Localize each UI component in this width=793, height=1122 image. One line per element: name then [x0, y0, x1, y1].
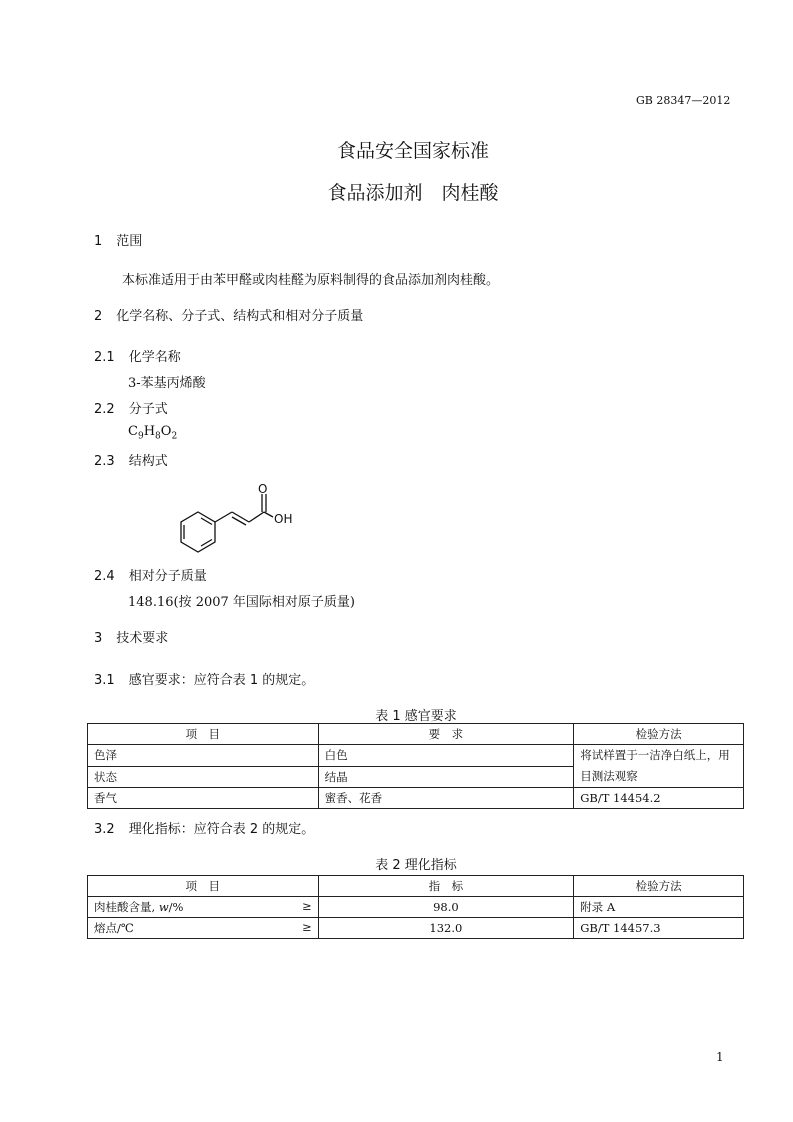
column-header: 项 目 [88, 724, 319, 745]
table-2 [87, 875, 744, 939]
method-cell: 附录 A [574, 897, 744, 918]
document-title: 食品安全国家标准 [336, 140, 489, 162]
section-2-1-heading [94, 346, 181, 365]
section-2-3-heading [94, 450, 168, 469]
item-cell: 状态 [88, 766, 319, 788]
section-number: 3.1 [94, 673, 115, 688]
section-3-heading [94, 627, 168, 646]
method-cell: 将试样置于一洁净白纸上，用目测法观察 [574, 745, 744, 788]
section-number: 2.4 [94, 569, 115, 584]
table-header-row [88, 876, 744, 897]
molecular-formula: $C_9H_8O_2$ [128, 424, 178, 442]
table-header-row [88, 724, 744, 745]
column-header: 检验方法 [574, 724, 744, 745]
column-header: 项 目 [88, 876, 319, 897]
scope-text: 本标准适用于由苯甲醛或肉桂醛为原料制得的食品添加剂肉桂酸。 [122, 273, 500, 288]
section-number: 3.2 [94, 822, 115, 837]
section-title: 化学名称、分子式、结构式和相对分子质量 [116, 309, 364, 324]
section-number: 3 [94, 631, 103, 646]
section-title: 范围 [116, 234, 143, 249]
section-3-2-heading [94, 818, 314, 837]
section-2-2-heading [94, 398, 168, 417]
relation-symbol: ≥ [301, 920, 312, 934]
molecular-mass: 148.16(按 2007 年国际相对原子质量) [128, 595, 355, 610]
section-title: 技术要求 [116, 631, 169, 646]
carbonyl-oxygen-label: O [258, 482, 268, 496]
section-title: 分子式 [128, 402, 168, 417]
table-1 [87, 723, 744, 809]
item-cell: 香气 [88, 788, 319, 809]
table-2-caption: 表 2 理化指标 [375, 858, 457, 873]
table-row [88, 918, 744, 939]
column-header: 检验方法 [574, 876, 744, 897]
section-2-4-heading [94, 565, 207, 584]
table-row [88, 788, 744, 809]
requirement-cell: 白色 [318, 745, 574, 767]
chemical-name: 3-苯基丙烯酸 [128, 376, 206, 391]
benzene-ring [181, 512, 215, 552]
page-number: 1 [716, 1050, 724, 1064]
document-subtitle: 食品添加剂 肉桂酸 [327, 182, 499, 204]
value-cell: 98.0 [318, 897, 574, 918]
requirement-cell: 蜜香、花香 [318, 788, 574, 809]
section-title: 相对分子质量 [128, 569, 207, 584]
value-cell: 132.0 [318, 918, 574, 939]
section-1-heading [94, 230, 142, 249]
section-number: 1 [94, 234, 103, 249]
table-row [88, 745, 744, 767]
column-header: 要 求 [318, 724, 574, 745]
requirement-cell: 结晶 [318, 766, 574, 788]
section-title: 结构式 [128, 454, 168, 469]
table-1-caption: 表 1 感官要求 [375, 709, 457, 724]
method-cell: GB/T 14454.2 [574, 788, 744, 809]
item-cell: 熔点/℃ ≥ [88, 918, 319, 939]
relation-symbol: ≥ [301, 899, 312, 913]
section-number: 2 [94, 309, 103, 324]
section-number: 2.2 [94, 402, 115, 417]
section-2-heading [94, 305, 363, 324]
table-row [88, 897, 744, 918]
section-title: 感官要求：应符合表 1 的规定。 [128, 673, 315, 688]
section-title: 理化指标：应符合表 2 的规定。 [128, 822, 315, 837]
section-3-1-heading [94, 669, 314, 688]
method-cell: GB/T 14457.3 [574, 918, 744, 939]
standard-code: GB 28347—2012 [636, 94, 731, 107]
section-number: 2.1 [94, 350, 115, 365]
column-header: 指 标 [318, 876, 574, 897]
section-number: 2.3 [94, 454, 115, 469]
item-cell: 肉桂酸含量, w/% ≥ [88, 897, 319, 918]
section-title: 化学名称 [128, 350, 181, 365]
hydroxyl-label: OH [274, 512, 293, 526]
structural-formula [170, 478, 310, 558]
item-cell: 色泽 [88, 745, 319, 767]
